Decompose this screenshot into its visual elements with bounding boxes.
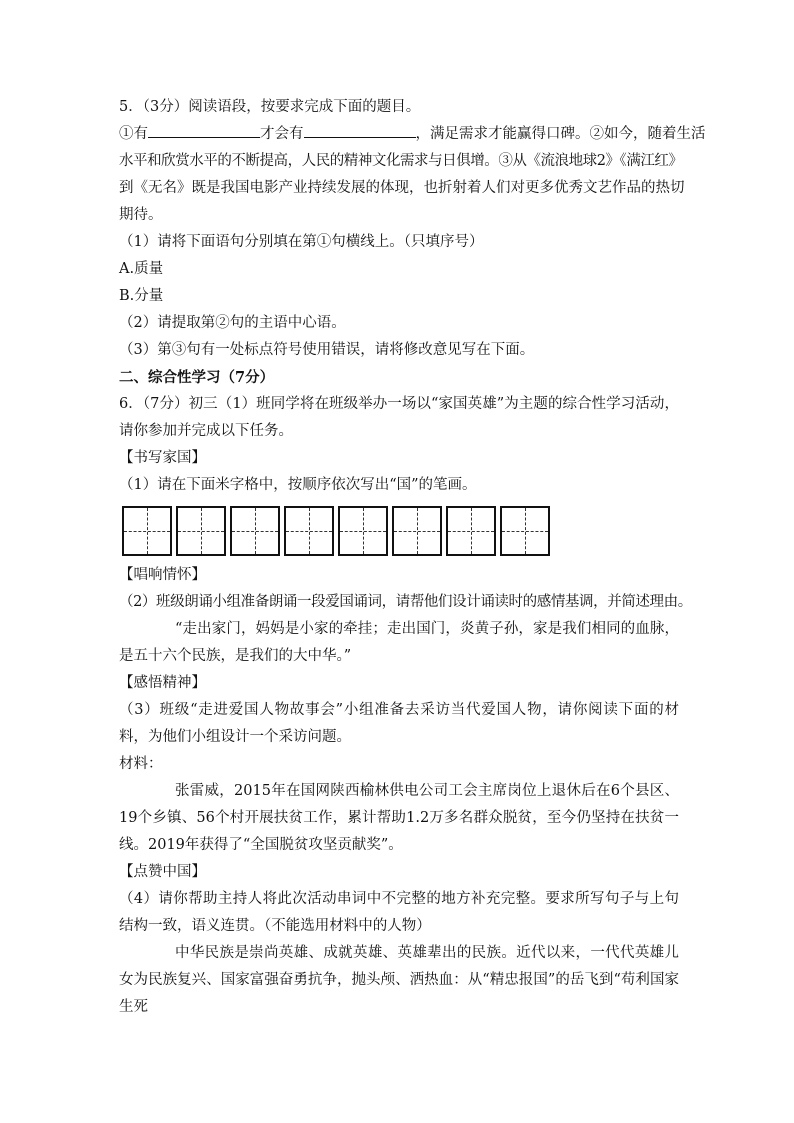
q6-sub1: （1）请在下面米字格中，按顺序依次写出“国”的笔画。 <box>119 477 477 493</box>
q5-paragraph-line3: 到《无名》既是我国电影产业持续发展的体现，也折射着人们对更多优秀文艺作品的热切 <box>119 180 685 196</box>
q6-heading-writing: 【书写家国】 <box>119 450 206 466</box>
mizi-grid <box>122 506 679 558</box>
q6-sub2: （2）班级朗诵小组准备朗诵一段爱国诵词，请帮他们设计诵读时的感情基调，并简述理由。 <box>119 594 692 610</box>
q6-poem: “走出家门，妈妈是小家的牵挂；走出国门，炎黄子孙，家是我们相同的血脉，是五十六个民族，是我们的大中华。” <box>119 621 679 664</box>
q5-option-b: B.分量 <box>119 288 164 304</box>
mizi-cell[interactable] <box>284 506 334 556</box>
q6-heading-china: 【点赞中国】 <box>119 864 206 880</box>
q5-sub1: （1）请将下面语句分别填在第①句横线上。（只填序号） <box>119 234 484 250</box>
mizi-cell[interactable] <box>122 506 172 556</box>
q6-material-label: 材料： <box>119 756 163 772</box>
q6-sub3: （3）班级“走进爱国人物故事会”小组准备去采访当代爱国人物，请你阅读下面的材料，为他们小组设计一个采访问题。 <box>119 702 679 745</box>
q6-material: 张雷威，2015年在国网陕西榆林供电公司工会主席岗位上退休后在6个县区、19个乡镇、56个村开展扶贫工作，累计帮助1.2万多名群众脱贫，至今仍坚持在扶贫一线。2019年获得了“全国脱贫攻坚贡献奖”。 <box>119 783 679 853</box>
q6-sub4: （4）请你帮助主持人将此次活动串词中不完整的地方补充完整。要求所写句子与上句结构一致，语义连贯。（不能选用材料中的人物） <box>119 891 679 934</box>
q6-heading-feelings: 【唱响情怀】 <box>119 567 206 583</box>
q5-sub2: （2）请提取第②句的主语中心语。 <box>119 315 346 331</box>
mizi-cell[interactable] <box>338 506 388 556</box>
blank-2[interactable] <box>304 122 416 138</box>
mizi-cell[interactable] <box>392 506 442 556</box>
q6-intro: 6．（7分）初三（1）班同学将在班级举办一场以“家国英雄”为主题的综合性学习活动，请你参加并完成以下任务。 <box>119 396 679 439</box>
mizi-cell[interactable] <box>230 506 280 556</box>
q5-header: 5．（3分）阅读语段，按要求完成下面的题目。 <box>119 99 421 115</box>
mizi-cell[interactable] <box>446 506 496 556</box>
blank-1[interactable] <box>148 122 260 138</box>
q5-sub3: （3）第③句有一处标点符号使用错误，请将修改意见写在下面。 <box>119 342 535 358</box>
q5-paragraph-line1: ①有 才会有 ，满足需求才能赢得口碑。②如今，随着生活 <box>119 121 679 148</box>
q6-heading-spirit: 【感悟精神】 <box>119 675 206 691</box>
section-title: 二、综合性学习（7分） <box>119 369 275 386</box>
q5-paragraph-line2: 水平和欣赏水平的不断提高，人民的精神文化需求与日俱增。③从《流浪地球2》《满江红》 <box>119 153 683 169</box>
q5-paragraph-line4: 期待。 <box>119 207 163 223</box>
q5-option-a: A.质量 <box>119 261 164 277</box>
q6-closing: 中华民族是崇尚英雄、成就英雄、英雄辈出的民族。近代以来，一代代英雄儿女为民族复兴、国家富强奋勇抗争，抛头颅、洒热血：从“精忠报国”的岳飞到“苟利国家生死 <box>119 945 679 1015</box>
mizi-cell[interactable] <box>176 506 226 556</box>
exam-page <box>119 94 706 1021</box>
mizi-cell[interactable] <box>500 506 550 556</box>
